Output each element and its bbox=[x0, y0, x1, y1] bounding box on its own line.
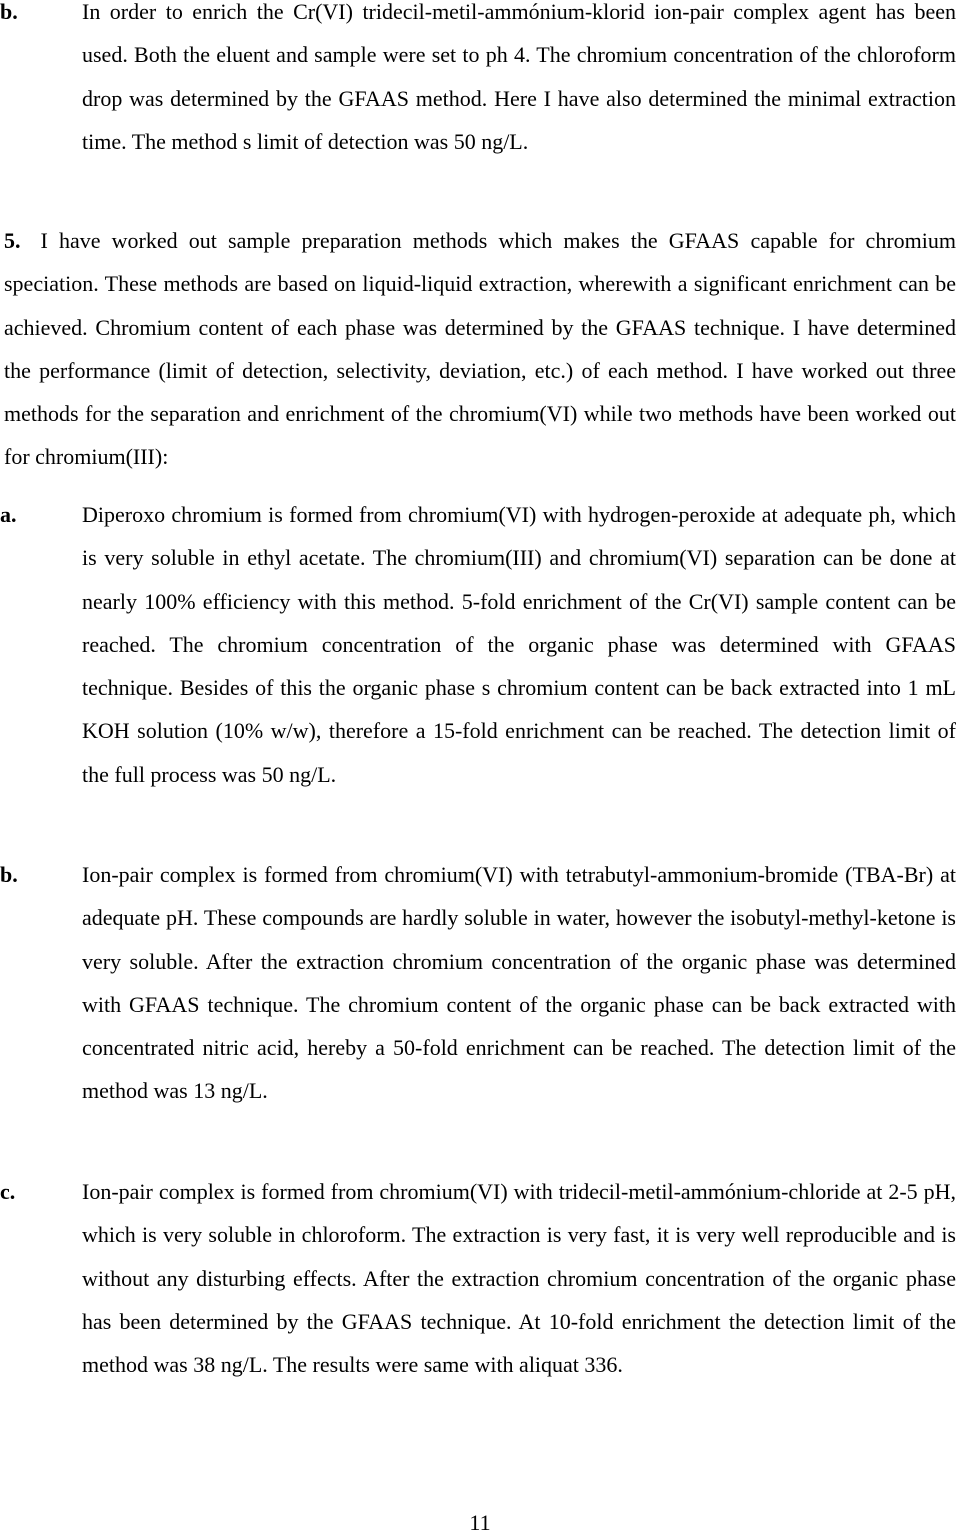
list-item-text: Ion-pair complex is formed from chromium(VI) with tridecil-metil-ammónium-chloride at 2-5 pH, which is very soluble in chloroform. The extraction is very fast, it is very well reproducible and is without any disturbing effects. After the extraction chromium concentration of the organic phase has been determined by the GFAAS technique. At 10-fold enrichment the detection limit of the method was 38 ng/L. The results were same with aliquat 336. bbox=[82, 1179, 956, 1378]
list-item-a bbox=[0, 493, 956, 796]
list-item-b-top bbox=[0, 0, 956, 163]
list-item-text: Ion-pair complex is formed from chromium(VI) with tetrabutyl-ammonium-bromide (TBA-Br) at adequate pH. These compounds are hardly soluble in water, however the isobutyl-methyl-ketone is very soluble. After the extraction chromium concentration of the organic phase was determined with GFAAS technique. The chromium content of the organic phase can be back extracted with concentrated nitric acid, hereby a 50-fold enrichment can be reached. The detection limit of the method was 13 ng/L. bbox=[82, 862, 956, 1104]
section-text: I have worked out sample preparation methods which makes the GFAAS capable for chromium speciation. These methods are based on liquid-liquid extraction, wherewith a significant enrichment can be achieved. Chromium content of each phase was determined by the GFAAS technique. I have determined the performance (limit of detection, selectivity, deviation, etc.) of each method. I have worked out three methods for the separation and enrichment of the chromium(VI) while two methods have been worked out for chromium(III): bbox=[4, 228, 956, 470]
list-item-c bbox=[0, 1170, 956, 1386]
list-marker: a. bbox=[0, 502, 17, 527]
list-marker: b. bbox=[0, 862, 18, 887]
list-item-b bbox=[0, 853, 956, 1113]
list-item-text: In order to enrich the Cr(VI) tridecil-metil-ammónium-klorid ion-pair complex agent has been used. Both the eluent and sample were set to ph 4. The chromium concentration of the chloroform drop was determined by the GFAAS method. Here I have also determined the minimal extraction time. The method s limit of detection was 50 ng/L. bbox=[82, 0, 956, 154]
page-number: 11 bbox=[469, 1510, 491, 1535]
list-item-text: Diperoxo chromium is formed from chromium(VI) with hydrogen-peroxide at adequate ph, which is very soluble in ethyl acetate. The chromium(III) and chromium(VI) separation can be done at nearly 100% efficiency with this method. 5-fold enrichment of the Cr(VI) sample content can be reached. The chromium concentration of the organic phase was determined with GFAAS technique. Besides of this the organic phase s chromium content can be back extracted into 1 mL KOH solution (10% w/w), therefore a 15-fold enrichment can be reached. The detection limit of the full process was 50 ng/L. bbox=[82, 502, 956, 787]
list-marker: b. bbox=[0, 0, 18, 24]
section-5-paragraph bbox=[4, 219, 956, 479]
list-marker: c. bbox=[0, 1179, 16, 1204]
section-number: 5. bbox=[4, 228, 21, 253]
